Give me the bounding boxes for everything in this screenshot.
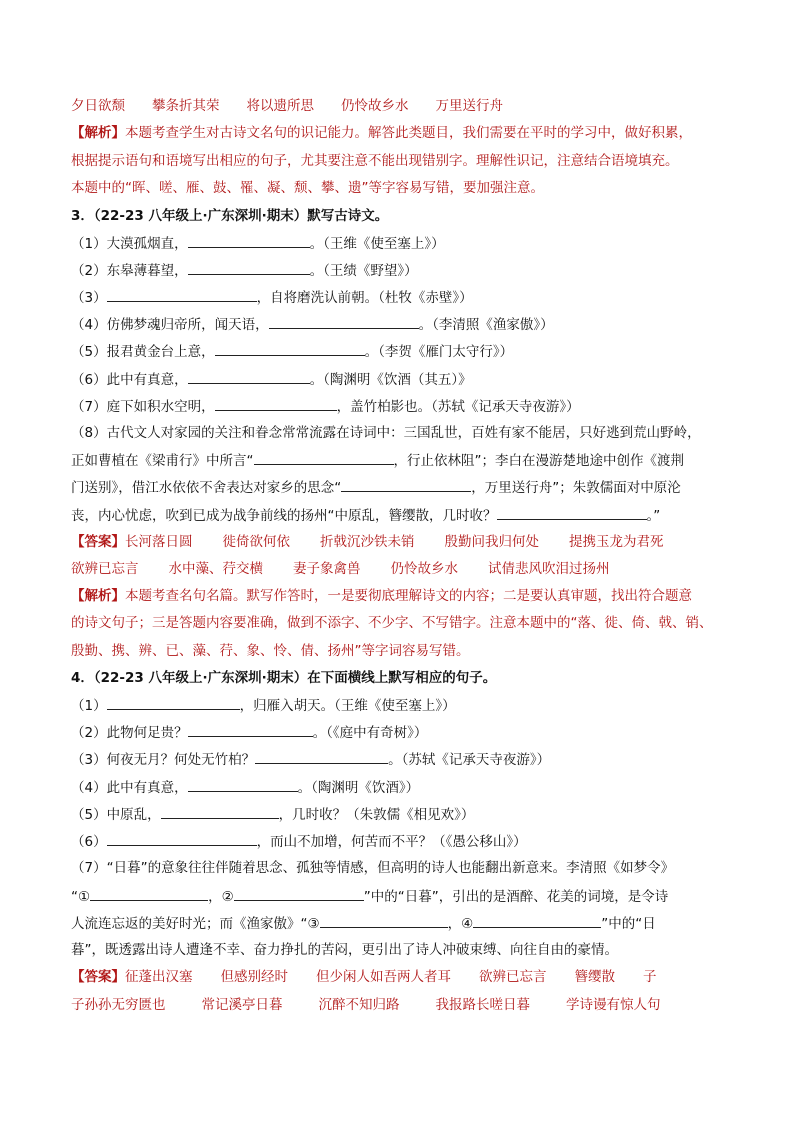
- answer-blank[interactable]: [215, 342, 365, 356]
- answer-blank[interactable]: [107, 288, 257, 302]
- q3-item-6: （6）此中有真意， 。（陶渊明《饮酒（其五）》: [71, 372, 472, 388]
- q3-item-4: （4）仿佛梦魂归帝所，闻天语， 。（李清照《渔家傲》）: [71, 317, 554, 333]
- question-3-title: 3．（22-23 八年级上·广东深圳·期末）默写古诗文。: [71, 208, 389, 224]
- q4-item-7: （7）“日暮”的意象往往伴随着思念、孤独等情感，但高明的诗人也能翻出新意来。李清照《如梦令》: [71, 860, 675, 876]
- q4-item-1: （1） ，归雁入胡天。（王维《使至塞上》）: [71, 698, 456, 714]
- answer-item: 欲辨已忘言: [71, 561, 139, 577]
- answer-item: 簪缨散: [574, 969, 615, 985]
- answer-blank[interactable]: [269, 315, 419, 329]
- q3-item-3: （3） ，自将磨洗认前朝。（杜牧《赤壁》）: [71, 290, 473, 306]
- answer-blank[interactable]: [473, 914, 601, 928]
- q4-item-7-cont: 暮”，既透露出诗人遭逢不幸、奋力挣扎的苦闷，更引出了诗人冲破束缚、向往自由的豪情。: [71, 942, 618, 958]
- q4-item-3: （3）何夜无月？何处无竹柏？ 。（苏轼《记承天寺夜游》）: [71, 752, 551, 768]
- answer-item: 子: [643, 969, 657, 985]
- answer-blank[interactable]: [188, 778, 298, 792]
- q4-item-6: （6） ，而山不加增，何苦而不平？（《愚公移山》）: [71, 834, 527, 850]
- analysis-text: 根据提示语句和语境写出相应的句子，尤其要注意不能出现错别字。理解性识记，注意结合语境填充。: [71, 153, 679, 169]
- answer-tag: 【答案】: [71, 534, 125, 550]
- answer-blank[interactable]: [188, 234, 310, 248]
- q3-item-7: （7）庭下如积水空明， ，盖竹柏影也。（苏轼《记承天寺夜游》）: [71, 399, 580, 415]
- answer-item: 折戟沉沙铁未销: [320, 534, 415, 550]
- q3-item-5: （5）报君黄金台上意， 。（李贺《雁门太守行》）: [71, 344, 514, 360]
- answer-blank[interactable]: [320, 914, 448, 928]
- answer-item: 子孙孙无穷匮也: [71, 997, 166, 1013]
- answer-item: 试倩悲风吹泪过扬州: [488, 561, 610, 577]
- answer-blank[interactable]: [254, 451, 394, 465]
- answer-item: 仍怜故乡水: [390, 561, 458, 577]
- answer-item: 征蓬出汉塞: [125, 969, 193, 985]
- q4-item-7-cont: 人流连忘返的美好时光；而《渔家傲》“③ ，④ ”中的“日: [71, 916, 656, 932]
- answer-blank[interactable]: [497, 506, 647, 520]
- answer-continuation: 夕日欲颓 攀条折其荣 将以遗所思 仍怜故乡水 万里送行舟: [71, 98, 503, 114]
- answer-item: 但少闲人如吾两人者耳: [316, 969, 451, 985]
- answer-blank[interactable]: [107, 832, 257, 846]
- answer-item: 妻子象禽兽: [293, 561, 361, 577]
- question-4-title: 4．（22-23 八年级上·广东深圳·期末）在下面横线上默写相应的句子。: [71, 670, 497, 686]
- q4-item-7-cont: “① ，② ”中的“日暮”，引出的是酒醉、花美的词境，是令诗: [71, 889, 669, 905]
- analysis-text: 殷勤、携、辨、已、藻、荇、象、怜、倩、扬州”等字词容易写错。: [71, 643, 470, 659]
- q3-item-8-cont: 丧，内心忧虑，吹到已成为战争前线的扬州“中原乱，簪缨散，几时收？ 。”: [71, 508, 661, 524]
- analysis-tag: 【解析】: [71, 588, 125, 604]
- q3-answers-row-1: [71, 533, 731, 551]
- q3-item-8-cont: 正如曹植在《梁甫行》中所言“ ，行止依林阻”；李白在漫游楚地途中创作《渡荆: [71, 453, 684, 469]
- answer-item: 提携玉龙为君死: [569, 534, 664, 550]
- q4-answers-row-1: [71, 968, 731, 986]
- q4-answers-row-2: [71, 996, 731, 1014]
- answer-blank[interactable]: [188, 261, 310, 275]
- answer-blank[interactable]: [107, 696, 240, 710]
- analysis-text: 的诗文句子；三是答题内容要准确，做到不添字、不少字、不写错字。注意本题中的“落、徙、倚、戟、销、: [71, 615, 713, 631]
- q3-item-2: （2）东皋薄暮望， 。（王绩《野望》）: [71, 263, 418, 279]
- answer-item: 沉醉不知归路: [318, 997, 400, 1013]
- answer-item: 但感别经时: [220, 969, 288, 985]
- answer-tag: 【答案】: [71, 969, 125, 985]
- answer-item: 学诗谩有惊人句: [566, 997, 661, 1013]
- q3-item-8-cont: 门送别》，借江水依依不舍表达对家乡的思念“ ，万里送行舟”；朱敦儒面对中原沦: [71, 480, 681, 496]
- answer-blank[interactable]: [234, 887, 364, 901]
- answer-blank[interactable]: [215, 397, 337, 411]
- answer-blank[interactable]: [188, 723, 313, 737]
- analysis-text: 本题考查学生对古诗文名句的识记能力。解答此类题目，我们需要在平时的学习中，做好积累，: [125, 125, 692, 141]
- answer-blank[interactable]: [90, 887, 208, 901]
- q3-item-1: （1）大漠孤烟直， 。（王维《使至塞上》）: [71, 236, 445, 252]
- q4-item-4: （4）此中有真意， 。（陶渊明《饮酒》）: [71, 780, 420, 796]
- answer-blank[interactable]: [161, 805, 279, 819]
- answer-item: 欲辨已忘言: [479, 969, 547, 985]
- answer-item: 我报路长嗟日暮: [435, 997, 530, 1013]
- analysis-line: [71, 124, 731, 142]
- analysis-tag: 【解析】: [71, 125, 125, 141]
- q3-answers-row-2: [71, 560, 731, 578]
- analysis-text: 本题中的“晖、嗟、雁、鼓、罹、凝、颓、攀、遗”等字容易写错，要加强注意。: [71, 180, 544, 196]
- analysis-text: 本题考查名句名篇。默写作答时，一是要彻底理解诗文的内容；二是要认真审题，找出符合题意: [125, 588, 692, 604]
- answer-blank[interactable]: [188, 370, 310, 384]
- answer-item: 殷勤问我归何处: [444, 534, 539, 550]
- answer-blank[interactable]: [255, 750, 388, 764]
- answer-item: 徙倚欲何依: [222, 534, 290, 550]
- q3-item-8: （8）古代文人对家园的关注和眷念常常流露在诗词中：三国乱世，百姓有家不能居，只好逃到荒山野岭，: [71, 425, 701, 441]
- answer-blank[interactable]: [341, 478, 471, 492]
- answer-item: 常记溪亭日暮: [201, 997, 283, 1013]
- answer-item: 长河落日圆: [125, 534, 193, 550]
- answer-item: 水中藻、荇交横: [168, 561, 263, 577]
- q4-item-5: （5）中原乱， ，几时收？（朱敦儒《相见欢》）: [71, 807, 475, 823]
- q4-item-2: （2）此物何足贵？ 。（《庭中有奇树》）: [71, 725, 428, 741]
- analysis-line: [71, 587, 731, 605]
